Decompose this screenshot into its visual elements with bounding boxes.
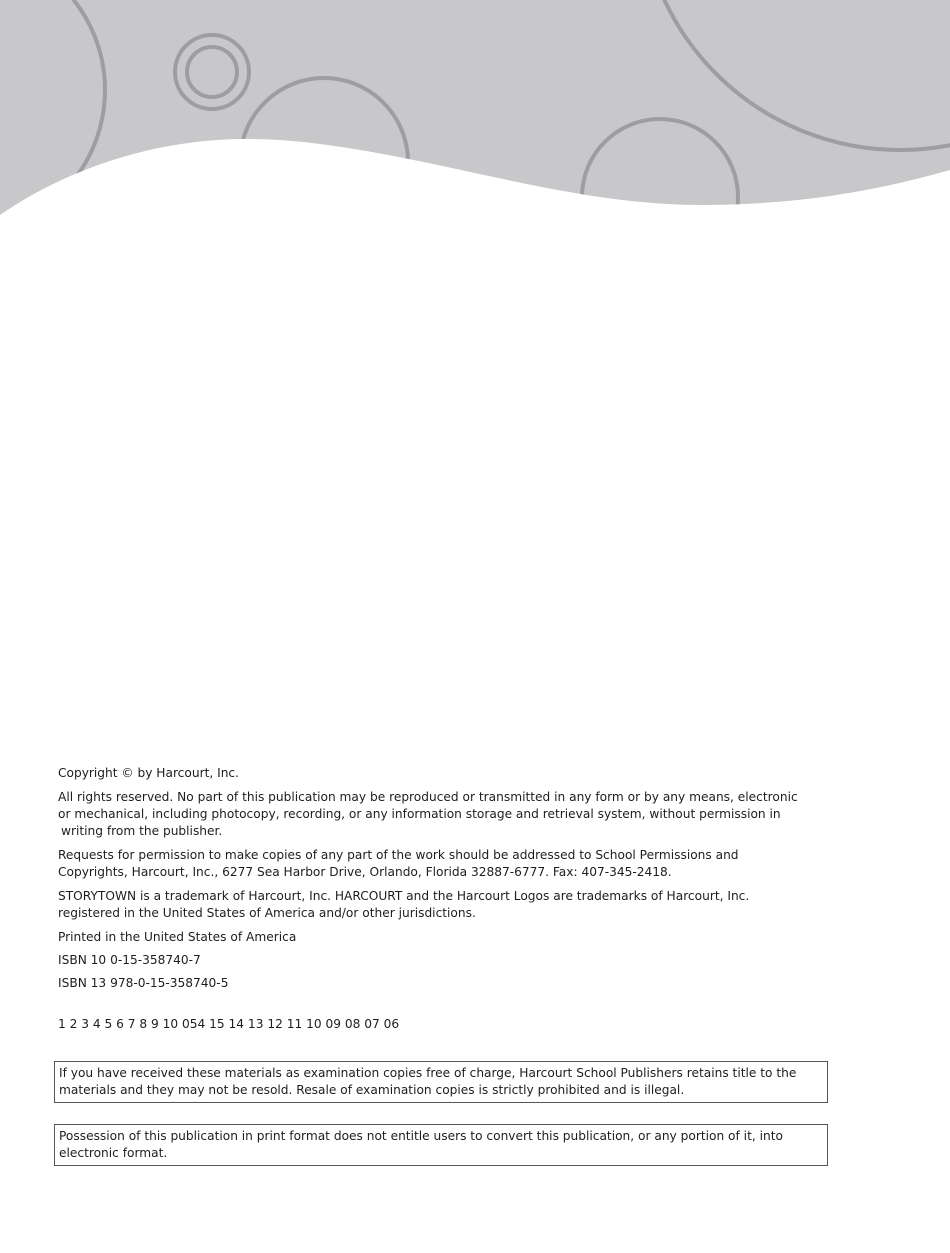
copyright-line: Copyright © by Harcourt, Inc. <box>58 766 239 780</box>
exam-notice-line-1: If you have received these materials as examination copies free of charge, Harcourt School Publishers retains title to the <box>59 1066 797 1080</box>
examination-copies-notice <box>54 1061 828 1103</box>
permissions-paragraph <box>58 847 828 881</box>
header-wave-decoration <box>0 0 950 240</box>
gray-wave-shape <box>0 0 950 215</box>
isbn-13: ISBN 13 978-0-15-358740-5 <box>58 976 229 990</box>
copyright-block <box>58 765 828 1033</box>
rights-line-3: writing from the publisher. <box>61 824 223 838</box>
isbn-10: ISBN 10 0-15-358740-7 <box>58 953 201 967</box>
exam-notice-line-2: materials and they may not be resold. Resale of examination copies is strictly prohibited and is illegal. <box>59 1083 685 1097</box>
electronic-format-notice <box>54 1124 828 1166</box>
rights-line-1: All rights reserved. No part of this publication may be reproduced or transmitted in any form or by any means, electronic <box>58 790 798 804</box>
rights-paragraph <box>58 789 828 840</box>
requests-line-1: Requests for permission to make copies of any part of the work should be addressed to School Permissions and <box>58 848 739 862</box>
trademark-line-1: STORYTOWN is a trademark of Harcourt, Inc. HARCOURT and the Harcourt Logos are trademarks of Harcourt, Inc. <box>58 889 750 903</box>
rights-line-2: or mechanical, including photocopy, recording, or any information storage and retrieval system, without permission in <box>58 807 781 821</box>
trademark-line-2: registered in the United States of America and/or other jurisdictions. <box>58 906 476 920</box>
printed-in-line: Printed in the United States of America <box>58 930 297 944</box>
electronic-notice-line-2: electronic format. <box>59 1146 168 1160</box>
requests-line-2: Copyrights, Harcourt, Inc., 6277 Sea Harbor Drive, Orlando, Florida 32887-6777. Fax: 407-345-2418. <box>58 865 672 879</box>
print-number-line: 1 2 3 4 5 6 7 8 9 10 054 15 14 13 12 11 10 09 08 07 06 <box>58 1017 400 1031</box>
electronic-notice-line-1: Possession of this publication in print format does not entitle users to convert this publication, or any portion of it, into <box>59 1129 783 1143</box>
trademark-paragraph <box>58 888 828 922</box>
